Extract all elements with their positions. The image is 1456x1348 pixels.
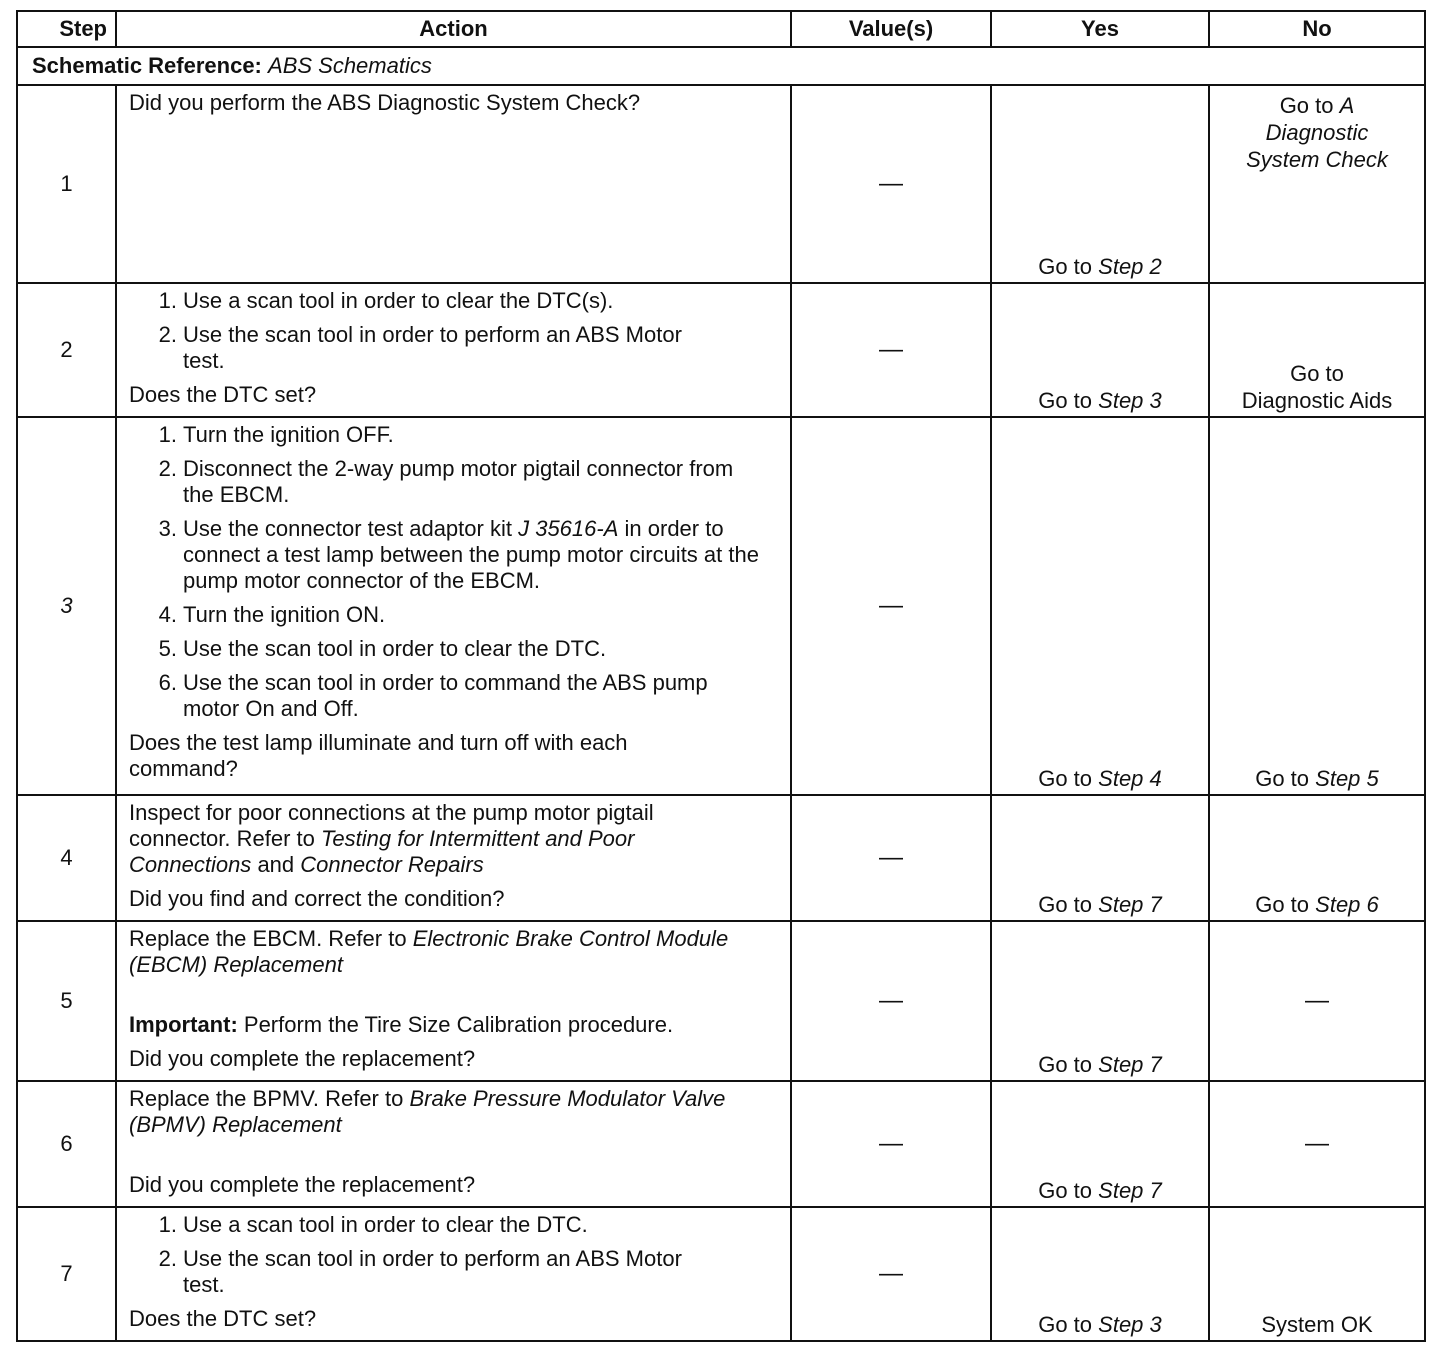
no-cell <box>1209 417 1425 795</box>
list-number: 2. <box>158 1246 177 1271</box>
schematic-row <box>17 47 1425 85</box>
list-number: 1. <box>158 422 177 447</box>
step-number: 1 <box>17 85 116 283</box>
reference-link[interactable]: Electronic Brake Control Module (EBCM) Replacement <box>129 926 729 977</box>
no-cell: — <box>1209 921 1425 1081</box>
no-prefix: Go to <box>1279 93 1334 118</box>
table-row <box>17 921 1425 1081</box>
action-cell <box>116 921 791 1081</box>
no-link-b[interactable]: Diagnostic <box>1265 120 1369 145</box>
header-action: Action <box>116 11 791 47</box>
no-line-2[interactable]: Diagnostic Aids <box>1241 388 1393 413</box>
yes-cell <box>991 921 1209 1081</box>
step-number: 6 <box>17 1081 116 1207</box>
value-cell: — <box>791 795 991 921</box>
yes-link[interactable]: Step 3 <box>1098 1312 1162 1337</box>
important-note <box>129 1012 780 1038</box>
value-cell: — <box>791 417 991 795</box>
yes-cell <box>991 795 1209 921</box>
value-cell: — <box>791 283 991 417</box>
list-text: Use a scan tool in order to clear the DTC. <box>183 1212 588 1237</box>
yes-link[interactable]: Step 4 <box>1098 766 1162 791</box>
action-text-and: and <box>257 852 295 877</box>
action-text-a: Replace the EBCM. Refer to <box>129 926 407 951</box>
step-number: 5 <box>17 921 116 1081</box>
table-row <box>17 1081 1425 1207</box>
list-item <box>129 516 780 594</box>
action-question: Did you perform the ABS Diagnostic System Check? <box>129 90 641 115</box>
yes-cell <box>991 417 1209 795</box>
diagnostic-table-sheet <box>16 10 1424 1342</box>
list-text: Use the connector test adaptor kit <box>183 516 512 541</box>
yes-prefix: Go to <box>1038 1052 1093 1077</box>
action-cell <box>116 1081 791 1207</box>
action-cell <box>116 417 791 795</box>
schematic-link[interactable]: ABS Schematics <box>268 53 432 78</box>
table-row <box>17 85 1425 283</box>
no-link-a[interactable]: A <box>1339 93 1355 118</box>
list-number: 5. <box>158 636 177 661</box>
yes-cell <box>991 283 1209 417</box>
reference-link[interactable]: Testing for Intermittent and Poor Connections <box>129 826 635 877</box>
yes-cell <box>991 85 1209 283</box>
step-number: 4 <box>17 795 116 921</box>
list-text: Use a scan tool in order to clear the DTC(s). <box>183 288 614 313</box>
table-row <box>17 283 1425 417</box>
list-text: Disconnect the 2-way pump motor pigtail connector from the EBCM. <box>183 456 734 507</box>
list-item <box>129 322 703 374</box>
yes-link[interactable]: Step 3 <box>1098 388 1162 413</box>
no-value: System OK <box>1261 1312 1373 1337</box>
no-link[interactable]: Step 6 <box>1315 892 1379 917</box>
action-question: Did you complete the replacement? <box>129 1172 476 1197</box>
no-cell <box>1209 85 1425 283</box>
step-number: 7 <box>17 1207 116 1341</box>
value-cell: — <box>791 1081 991 1207</box>
value-cell: — <box>791 921 991 1081</box>
action-question: Does the DTC set? <box>129 382 317 407</box>
no-link[interactable]: Step 5 <box>1315 766 1379 791</box>
action-list <box>129 1212 780 1298</box>
yes-link[interactable]: Step 7 <box>1098 1052 1162 1077</box>
action-text <box>129 800 749 878</box>
no-cell <box>1209 1207 1425 1341</box>
value-cell: — <box>791 85 991 283</box>
list-item <box>129 456 763 508</box>
list-number: 3. <box>158 516 177 541</box>
reference-link[interactable]: Brake Pressure Modulator Valve (BPMV) Replacement <box>129 1086 726 1137</box>
step-number: 2 <box>17 283 116 417</box>
action-text <box>129 926 749 978</box>
list-text: Use the scan tool in order to command the ABS pump motor On and Off. <box>183 670 708 721</box>
action-text-a: Replace the BPMV. Refer to <box>129 1086 404 1111</box>
list-text: Use the scan tool in order to perform an ABS Motor test. <box>183 322 682 373</box>
no-link-c[interactable]: System Check <box>1246 147 1388 172</box>
list-number: 1. <box>158 1212 177 1237</box>
important-text: Perform the Tire Size Calibration procedure. <box>243 1012 674 1037</box>
action-question: Does the DTC set? <box>129 1306 317 1331</box>
yes-prefix: Go to <box>1038 1178 1093 1203</box>
header-step: Step <box>17 11 116 47</box>
list-item <box>129 422 780 448</box>
table-row <box>17 417 1425 795</box>
yes-link[interactable]: Step 2 <box>1098 254 1162 279</box>
step-number: 3 <box>17 417 116 795</box>
no-cell: — <box>1209 1081 1425 1207</box>
action-cell <box>116 795 791 921</box>
action-list <box>129 422 780 722</box>
list-number: 1. <box>158 288 177 313</box>
action-question: Does the test lamp illuminate and turn off with each command? <box>129 730 628 781</box>
yes-prefix: Go to <box>1038 254 1093 279</box>
action-question: Did you find and correct the condition? <box>129 886 505 911</box>
schematic-label: Schematic Reference: <box>32 53 262 78</box>
action-cell <box>116 85 791 283</box>
action-text <box>129 1086 769 1138</box>
diagnostic-table <box>16 10 1426 1342</box>
list-item <box>129 1246 703 1298</box>
list-text: Turn the ignition ON. <box>183 602 386 627</box>
action-list <box>129 288 780 374</box>
no-prefix: Go to <box>1255 892 1310 917</box>
list-item <box>129 670 743 722</box>
list-item <box>129 636 780 662</box>
list-item <box>129 288 780 314</box>
yes-prefix: Go to <box>1038 892 1093 917</box>
value-cell: — <box>791 1207 991 1341</box>
yes-cell <box>991 1207 1209 1341</box>
header-no: No <box>1209 11 1425 47</box>
action-cell <box>116 1207 791 1341</box>
list-text: in order to connect a test lamp between the pump motor circuits at the pump motor connector of the EBCM. <box>183 516 759 593</box>
action-question: Did you complete the replacement? <box>129 1046 476 1071</box>
yes-cell <box>991 1081 1209 1207</box>
list-number: 2. <box>158 456 177 481</box>
yes-link[interactable]: Step 7 <box>1098 892 1162 917</box>
yes-prefix: Go to <box>1038 766 1093 791</box>
yes-link[interactable]: Step 7 <box>1098 1178 1162 1203</box>
list-number: 6. <box>158 670 177 695</box>
header-yes: Yes <box>991 11 1209 47</box>
list-number: 2. <box>158 322 177 347</box>
action-text-a: Inspect for poor connections at the pump motor pigtail connector. Refer to <box>129 800 654 851</box>
reference-link[interactable]: Connector Repairs <box>300 852 484 877</box>
table-row <box>17 795 1425 921</box>
header-row <box>17 11 1425 47</box>
table-row <box>17 1207 1425 1341</box>
list-text: Use the scan tool in order to clear the DTC. <box>183 636 607 661</box>
schematic-reference <box>17 47 1425 85</box>
tool-link[interactable]: J 35616-A <box>518 516 619 541</box>
no-prefix: Go to <box>1255 766 1310 791</box>
list-item <box>129 1212 780 1238</box>
yes-prefix: Go to <box>1038 1312 1093 1337</box>
no-cell <box>1209 795 1425 921</box>
header-values: Value(s) <box>791 11 991 47</box>
no-line-1: Go to <box>1290 361 1344 386</box>
action-cell <box>116 283 791 417</box>
list-item <box>129 602 780 628</box>
list-text: Turn the ignition OFF. <box>183 422 394 447</box>
list-number: 4. <box>158 602 177 627</box>
no-cell <box>1209 283 1425 417</box>
list-text: Use the scan tool in order to perform an ABS Motor test. <box>183 1246 682 1297</box>
yes-prefix: Go to <box>1038 388 1093 413</box>
important-label: Important: <box>129 1012 238 1037</box>
